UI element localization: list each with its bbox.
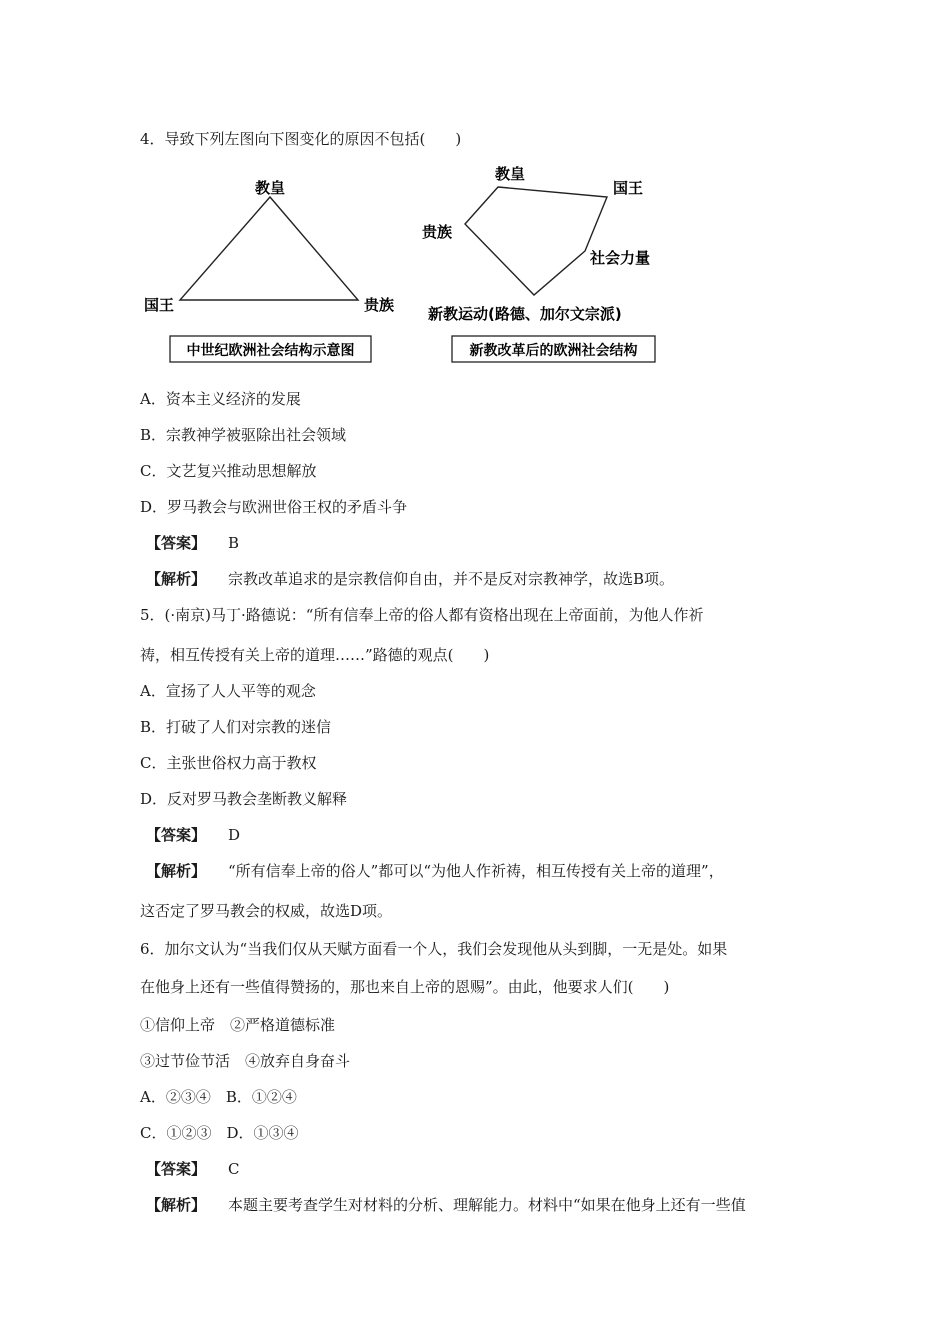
q5-analysis-line1: “所有信奉上帝的俗人”都可以“为他人作祈祷，相互传授有关上帝的道理”， <box>228 862 724 880</box>
q6-analysis-row <box>140 1194 746 1215</box>
q5-analysis-label: 【解析】 <box>146 862 207 880</box>
q6-stem-line2: 在他身上还有一些值得赞扬的，那也来自上帝的恩赐”。由此，他要求人们( ) <box>140 978 670 996</box>
q5-stem-line1: 5．(·南京)马丁·路德说：“所有信奉上帝的俗人都有资格出现在上帝面前，为他人作祈 <box>140 606 704 624</box>
q6-items-line2: ③过节俭节活 ④放弃自身奋斗 <box>140 1052 351 1070</box>
reformation-structure-polygon <box>465 187 607 295</box>
q4-analysis-row <box>140 568 674 589</box>
q4-analysis: 宗教改革追求的是宗教信仰自由，并不是反对宗教神学，故选B项。 <box>228 570 675 588</box>
left-caption: 中世纪欧洲社会结构示意图 <box>186 343 355 359</box>
q4-answer-label: 【答案】 <box>146 534 207 552</box>
q6-options-line1: A．②③④ B．①②④ <box>140 1088 297 1106</box>
q5-answer-row <box>140 824 240 845</box>
left-pope-label: 教皇 <box>254 179 286 197</box>
q6-answer-label: 【答案】 <box>146 1160 207 1178</box>
right-social-forces-label: 社会力量 <box>590 249 651 267</box>
q6-analysis-label: 【解析】 <box>146 1196 207 1214</box>
q4-option-c: C．文艺复兴推动思想解放 <box>140 462 317 480</box>
q5-stem-line2: 祷，相互传授有关上帝的道理……”路德的观点( ) <box>140 646 490 664</box>
right-caption: 新教改革后的欧洲社会结构 <box>469 343 638 359</box>
q6-items-line1: ①信仰上帝 ②严格道德标准 <box>140 1016 336 1034</box>
q5-answer: D <box>228 826 241 844</box>
left-nobles-label: 贵族 <box>364 296 395 314</box>
q5-option-b: B．打破了人们对宗教的迷信 <box>140 718 332 736</box>
q6-stem-line1: 6．加尔文认为“当我们仅从天赋方面看一个人，我们会发现他从头到脚，一无是处。如果 <box>140 940 728 958</box>
q4-option-b: B．宗教神学被驱除出社会领域 <box>140 426 347 444</box>
right-pope-label: 教皇 <box>494 165 526 183</box>
q5-answer-label: 【答案】 <box>146 826 207 844</box>
q6-answer: C <box>228 1160 240 1178</box>
q4-stem: 4．导致下列左图向下图变化的原因不包括( ) <box>140 130 462 148</box>
left-king-label: 国王 <box>144 296 175 314</box>
q4-structure-figure <box>130 155 670 370</box>
q4-option-d: D．罗马教会与欧洲世俗王权的矛盾斗争 <box>140 498 408 516</box>
q6-analysis: 本题主要考查学生对材料的分析、理解能力。材料中“如果在他身上还有一些值 <box>228 1196 746 1214</box>
right-king-label: 国王 <box>613 179 644 197</box>
q5-analysis-line2: 这否定了罗马教会的权威，故选D项。 <box>140 902 393 920</box>
q6-answer-row <box>140 1158 240 1179</box>
right-nobles-label: 贵族 <box>422 223 453 241</box>
right-reformation-label: 新教运动(路德、加尔文宗派) <box>428 305 622 323</box>
q4-option-a: A．资本主义经济的发展 <box>140 390 301 408</box>
medieval-structure-triangle <box>180 197 358 300</box>
q4-analysis-label: 【解析】 <box>146 570 207 588</box>
q5-option-c: C．主张世俗权力高于教权 <box>140 754 317 772</box>
q4-answer-row <box>140 532 239 553</box>
q6-options-line2: C．①②③ D．①③④ <box>140 1124 299 1142</box>
q5-option-a: A．宣扬了人人平等的观念 <box>140 682 316 700</box>
q5-analysis-row <box>140 860 724 881</box>
q5-option-d: D．反对罗马教会垄断教义解释 <box>140 790 348 808</box>
q4-answer: B <box>228 534 240 552</box>
